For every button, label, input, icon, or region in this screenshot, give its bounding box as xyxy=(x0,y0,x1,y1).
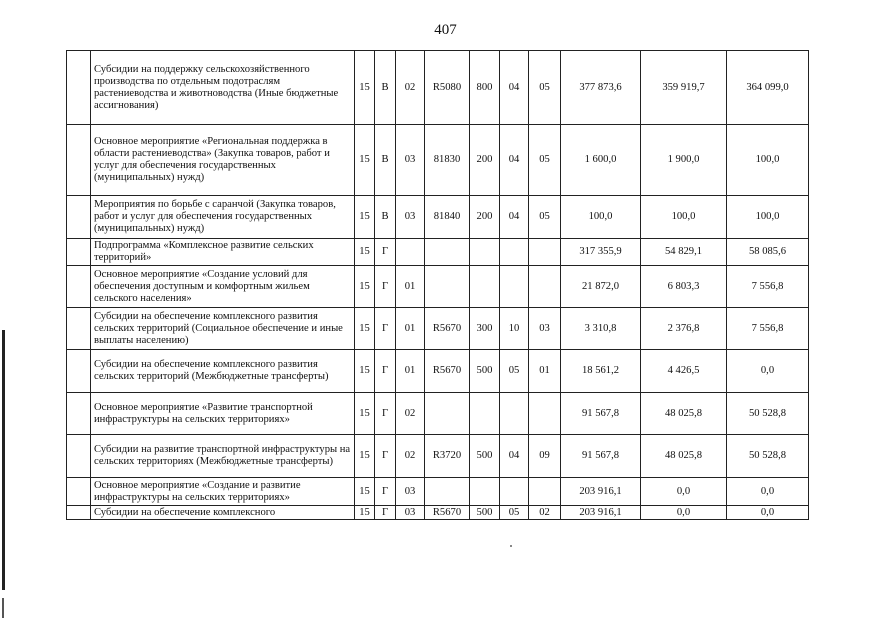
event-code: 03 xyxy=(396,506,425,520)
table-row xyxy=(67,350,809,393)
row-name: Основное мероприятие «Развитие транспортной инфраструктуры на сельских территориях» xyxy=(91,393,355,435)
event-code: 03 xyxy=(396,196,425,239)
subsection-code: 03 xyxy=(529,308,561,350)
subsection-code xyxy=(529,239,561,266)
subprogram-code: В xyxy=(375,196,396,239)
indent-cell xyxy=(67,239,91,266)
value-year-1: 203 916,1 xyxy=(561,506,641,520)
event-code: 01 xyxy=(396,350,425,393)
table-row xyxy=(67,239,809,266)
section-code xyxy=(500,478,529,506)
program-code: 15 xyxy=(355,266,375,308)
table-row xyxy=(67,51,809,125)
value-year-3: 100,0 xyxy=(727,196,809,239)
expense-type-code xyxy=(470,239,500,266)
value-year-2: 48 025,8 xyxy=(641,435,727,478)
direction-code: R5670 xyxy=(425,506,470,520)
section-code xyxy=(500,266,529,308)
value-year-3: 0,0 xyxy=(727,478,809,506)
expense-type-code xyxy=(470,393,500,435)
subprogram-code: Г xyxy=(375,308,396,350)
event-code: 02 xyxy=(396,393,425,435)
row-name: Мероприятия по борьбе с саранчой (Закупка товаров, работ и услуг для обеспечения государственных (муниципальных) нужд) xyxy=(91,196,355,239)
subprogram-code: В xyxy=(375,51,396,125)
expense-type-code: 200 xyxy=(470,196,500,239)
table-row xyxy=(67,478,809,506)
row-name: Основное мероприятие «Создание условий для обеспечения доступным и комфортным жильем сельского населения» xyxy=(91,266,355,308)
program-code: 15 xyxy=(355,435,375,478)
program-code: 15 xyxy=(355,239,375,266)
table-row xyxy=(67,125,809,196)
direction-code xyxy=(425,266,470,308)
scan-speck xyxy=(510,545,512,547)
subsection-code: 05 xyxy=(529,51,561,125)
expense-type-code: 500 xyxy=(470,506,500,520)
table-row xyxy=(67,506,809,520)
row-name: Субсидии на поддержку сельскохозяйственного производства по отдельным подотраслям растениеводства и животноводства (Иные бюджетные ассигнования) xyxy=(91,51,355,125)
value-year-1: 377 873,6 xyxy=(561,51,641,125)
value-year-3: 7 556,8 xyxy=(727,308,809,350)
event-code: 03 xyxy=(396,125,425,196)
program-code: 15 xyxy=(355,125,375,196)
subsection-code: 05 xyxy=(529,125,561,196)
row-name: Субсидии на обеспечение комплексного развития сельских территорий (Межбюджетные трансферты) xyxy=(91,350,355,393)
value-year-2: 54 829,1 xyxy=(641,239,727,266)
value-year-2: 1 900,0 xyxy=(641,125,727,196)
direction-code: R5670 xyxy=(425,308,470,350)
subsection-code: 02 xyxy=(529,506,561,520)
indent-cell xyxy=(67,51,91,125)
scan-edge-mark xyxy=(2,598,4,618)
subprogram-code: Г xyxy=(375,478,396,506)
subprogram-code: Г xyxy=(375,393,396,435)
indent-cell xyxy=(67,125,91,196)
value-year-3: 364 099,0 xyxy=(727,51,809,125)
value-year-3: 50 528,8 xyxy=(727,393,809,435)
indent-cell xyxy=(67,266,91,308)
scan-edge-mark xyxy=(2,330,5,590)
subprogram-code: В xyxy=(375,125,396,196)
indent-cell xyxy=(67,435,91,478)
event-code: 01 xyxy=(396,308,425,350)
row-name: Основное мероприятие «Создание и развитие инфраструктуры на сельских территориях» xyxy=(91,478,355,506)
indent-cell xyxy=(67,350,91,393)
value-year-3: 100,0 xyxy=(727,125,809,196)
expense-type-code: 500 xyxy=(470,435,500,478)
value-year-1: 100,0 xyxy=(561,196,641,239)
section-code: 10 xyxy=(500,308,529,350)
value-year-2: 48 025,8 xyxy=(641,393,727,435)
expense-type-code: 300 xyxy=(470,308,500,350)
value-year-1: 1 600,0 xyxy=(561,125,641,196)
value-year-2: 2 376,8 xyxy=(641,308,727,350)
value-year-1: 21 872,0 xyxy=(561,266,641,308)
table-row xyxy=(67,435,809,478)
value-year-3: 7 556,8 xyxy=(727,266,809,308)
table-row xyxy=(67,308,809,350)
table-row xyxy=(67,266,809,308)
row-name: Субсидии на обеспечение комплексного xyxy=(91,506,355,520)
budget-table xyxy=(66,50,809,520)
event-code: 01 xyxy=(396,266,425,308)
subsection-code: 05 xyxy=(529,196,561,239)
indent-cell xyxy=(67,308,91,350)
event-code: 02 xyxy=(396,51,425,125)
value-year-1: 317 355,9 xyxy=(561,239,641,266)
indent-cell xyxy=(67,506,91,520)
row-name: Субсидии на развитие транспортной инфраструктуры на сельских территориях (Межбюджетные трансферты) xyxy=(91,435,355,478)
value-year-2: 359 919,7 xyxy=(641,51,727,125)
subsection-code: 09 xyxy=(529,435,561,478)
page-number: 407 xyxy=(434,22,457,38)
table-body xyxy=(67,51,809,520)
value-year-3: 0,0 xyxy=(727,506,809,520)
direction-code: R5080 xyxy=(425,51,470,125)
expense-type-code: 500 xyxy=(470,350,500,393)
program-code: 15 xyxy=(355,51,375,125)
event-code: 02 xyxy=(396,435,425,478)
subsection-code: 01 xyxy=(529,350,561,393)
direction-code: 81840 xyxy=(425,196,470,239)
expense-type-code xyxy=(470,478,500,506)
subprogram-code: Г xyxy=(375,350,396,393)
subprogram-code: Г xyxy=(375,239,396,266)
table-row xyxy=(67,196,809,239)
indent-cell xyxy=(67,196,91,239)
program-code: 15 xyxy=(355,196,375,239)
section-code xyxy=(500,393,529,435)
value-year-1: 3 310,8 xyxy=(561,308,641,350)
value-year-3: 58 085,6 xyxy=(727,239,809,266)
indent-cell xyxy=(67,478,91,506)
section-code xyxy=(500,239,529,266)
direction-code: R3720 xyxy=(425,435,470,478)
value-year-1: 91 567,8 xyxy=(561,435,641,478)
row-name: Основное мероприятие «Региональная поддержка в области растениеводства» (Закупка товаров, работ и услуг для обеспечения государственных (муниципальных) нужд) xyxy=(91,125,355,196)
row-name: Субсидии на обеспечение комплексного развития сельских территорий (Социальное обеспечение и иные выплаты населению) xyxy=(91,308,355,350)
indent-cell xyxy=(67,393,91,435)
program-code: 15 xyxy=(355,393,375,435)
value-year-3: 50 528,8 xyxy=(727,435,809,478)
section-code: 04 xyxy=(500,196,529,239)
subprogram-code: Г xyxy=(375,266,396,308)
section-code: 04 xyxy=(500,125,529,196)
section-code: 05 xyxy=(500,506,529,520)
program-code: 15 xyxy=(355,506,375,520)
direction-code xyxy=(425,478,470,506)
subsection-code xyxy=(529,393,561,435)
subsection-code xyxy=(529,266,561,308)
program-code: 15 xyxy=(355,308,375,350)
expense-type-code: 200 xyxy=(470,125,500,196)
direction-code xyxy=(425,239,470,266)
subprogram-code: Г xyxy=(375,435,396,478)
program-code: 15 xyxy=(355,478,375,506)
program-code: 15 xyxy=(355,350,375,393)
table-row xyxy=(67,393,809,435)
direction-code xyxy=(425,393,470,435)
section-code: 04 xyxy=(500,435,529,478)
expense-type-code: 800 xyxy=(470,51,500,125)
direction-code: R5670 xyxy=(425,350,470,393)
value-year-3: 0,0 xyxy=(727,350,809,393)
expense-type-code xyxy=(470,266,500,308)
value-year-2: 100,0 xyxy=(641,196,727,239)
value-year-2: 6 803,3 xyxy=(641,266,727,308)
value-year-1: 203 916,1 xyxy=(561,478,641,506)
direction-code: 81830 xyxy=(425,125,470,196)
event-code: 03 xyxy=(396,478,425,506)
section-code: 05 xyxy=(500,350,529,393)
value-year-2: 0,0 xyxy=(641,478,727,506)
event-code xyxy=(396,239,425,266)
subsection-code xyxy=(529,478,561,506)
value-year-1: 18 561,2 xyxy=(561,350,641,393)
value-year-1: 91 567,8 xyxy=(561,393,641,435)
row-name: Подпрограмма «Комплексное развитие сельских территорий» xyxy=(91,239,355,266)
value-year-2: 4 426,5 xyxy=(641,350,727,393)
section-code: 04 xyxy=(500,51,529,125)
value-year-2: 0,0 xyxy=(641,506,727,520)
subprogram-code: Г xyxy=(375,506,396,520)
